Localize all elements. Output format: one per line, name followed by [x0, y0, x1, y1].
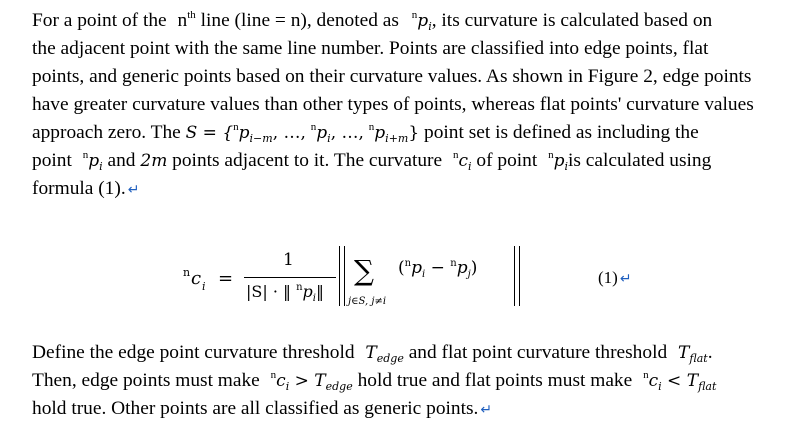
subscript-i: i: [468, 160, 472, 173]
paragraph1-line2: the adjacent point with the same line number. Points are classified into edge points, flat: [32, 38, 709, 59]
superscript-n: n: [270, 369, 277, 381]
text: of point: [471, 150, 538, 171]
text: point set is defined as including the: [419, 122, 699, 143]
superscript-n: n: [411, 9, 418, 21]
text: point: [32, 150, 72, 171]
text: For a point of the: [32, 10, 167, 31]
denominator: [246, 282, 324, 304]
superscript: th: [187, 9, 196, 21]
norm-bar-left-1: [339, 246, 340, 306]
math-set: S = {: [185, 123, 234, 143]
text: Define the edge point curvature threshold: [32, 342, 355, 363]
paragraph2-line1: [32, 340, 713, 368]
superscript-n: n: [643, 369, 649, 381]
subscript-i: i: [312, 293, 316, 304]
superscript-n: n: [233, 121, 239, 133]
paragraph1-line5: [32, 120, 699, 148]
text: |S| · ‖: [246, 282, 297, 301]
norm-bar-right-1: [514, 246, 515, 306]
math-c: c: [276, 371, 286, 391]
paragraph1-line4: have greater curvature values than other types of points, whereas flat points' curvature values: [32, 94, 754, 115]
text: is calculated using: [568, 150, 712, 171]
paren: (: [398, 258, 405, 278]
subscript: i+m: [385, 132, 409, 145]
text: , its curvature is calculated based on: [431, 10, 713, 31]
text: line (line = n), denoted as: [195, 10, 399, 31]
paragraph2-line3: [32, 396, 492, 424]
paren: ): [470, 258, 478, 278]
norm-bar: ‖: [316, 282, 324, 301]
math-p: p: [88, 151, 100, 171]
math-p: p: [411, 258, 422, 278]
math-brace: }: [408, 123, 420, 143]
math-gt: >: [289, 371, 315, 391]
superscript-n: n: [452, 149, 459, 161]
superscript-n: n: [404, 258, 412, 269]
subscript: i: [327, 132, 331, 145]
math-c: c: [648, 371, 659, 391]
text: and flat point curvature threshold: [403, 342, 668, 363]
subscript-i: i: [285, 380, 290, 393]
text: and: [102, 150, 136, 171]
math-T: T: [686, 371, 699, 391]
sum-body: [398, 258, 477, 278]
math-p: p: [316, 123, 328, 143]
math-c: c: [458, 151, 468, 171]
text: Then, edge points must make: [32, 370, 260, 391]
sigma-subscript: j∈S, j≠i: [348, 296, 387, 307]
equation-number: [598, 268, 632, 288]
subscript-edge: edge: [325, 380, 353, 393]
return-mark-icon: ↵: [619, 272, 632, 287]
math-p: p: [302, 282, 313, 301]
sigma-symbol: ∑: [354, 254, 374, 287]
formula-1: [0, 244, 800, 324]
math-2m: 2m: [140, 151, 168, 171]
subscript-i: i: [564, 160, 569, 173]
paragraph1-line3: points, and generic points based on their curvature values. As shown in Figure 2, edge points: [32, 66, 752, 87]
math-c: c: [191, 268, 202, 289]
subscript-i: i: [421, 269, 426, 280]
paragraph1-line1: [32, 8, 712, 36]
subscript-i: i: [428, 20, 432, 33]
paragraph1-line6: [32, 148, 711, 176]
math-p: p: [417, 11, 429, 31]
text: hold true and flat points must make: [352, 370, 633, 391]
subscript-flat: flat: [689, 352, 708, 365]
math-p: p: [238, 123, 250, 143]
subscript-flat: flat: [698, 380, 717, 393]
math-p: p: [374, 123, 386, 143]
superscript-n: n: [548, 149, 554, 161]
math-sep: , …,: [272, 123, 306, 143]
subscript-i: i: [658, 380, 662, 393]
equals-sign: =: [218, 268, 234, 289]
return-mark-icon: ↵: [127, 183, 140, 198]
superscript-n: n: [296, 282, 303, 293]
math-sep: , …,: [330, 123, 364, 143]
paragraph1-line7: [32, 176, 139, 204]
math-T: T: [365, 343, 377, 363]
norm-bar-right-2: [519, 246, 520, 306]
math-p: p: [553, 151, 565, 171]
subscript: i−m: [249, 132, 273, 145]
text: (1): [598, 268, 618, 287]
math-T: T: [678, 343, 690, 363]
fraction-bar: [244, 277, 336, 278]
text: approach zero. The: [32, 122, 181, 143]
text: .: [707, 342, 713, 363]
norm-bar-left-2: [344, 246, 345, 306]
numerator: 1: [283, 250, 294, 270]
text: formula (1).: [32, 178, 126, 199]
return-mark-icon: ↵: [480, 403, 493, 418]
text: hold true. Other points are all classified as generic points.: [32, 398, 479, 419]
math-T: T: [314, 371, 326, 391]
text: points adjacent to it. The curvature: [167, 150, 443, 171]
subscript-edge: edge: [376, 352, 404, 365]
superscript-n: n: [183, 266, 191, 279]
text: n: [177, 10, 188, 31]
superscript-n: n: [310, 121, 317, 133]
superscript-n: n: [82, 149, 89, 161]
subscript-j: j: [467, 269, 471, 280]
math-lt: <: [661, 371, 687, 391]
math-p: p: [456, 258, 468, 278]
subscript-i: i: [202, 280, 206, 293]
superscript-n: n: [450, 258, 457, 269]
superscript-n: n: [368, 121, 375, 133]
minus: −: [425, 258, 451, 278]
paragraph2-line2: [32, 368, 716, 396]
subscript-i: i: [99, 160, 103, 173]
